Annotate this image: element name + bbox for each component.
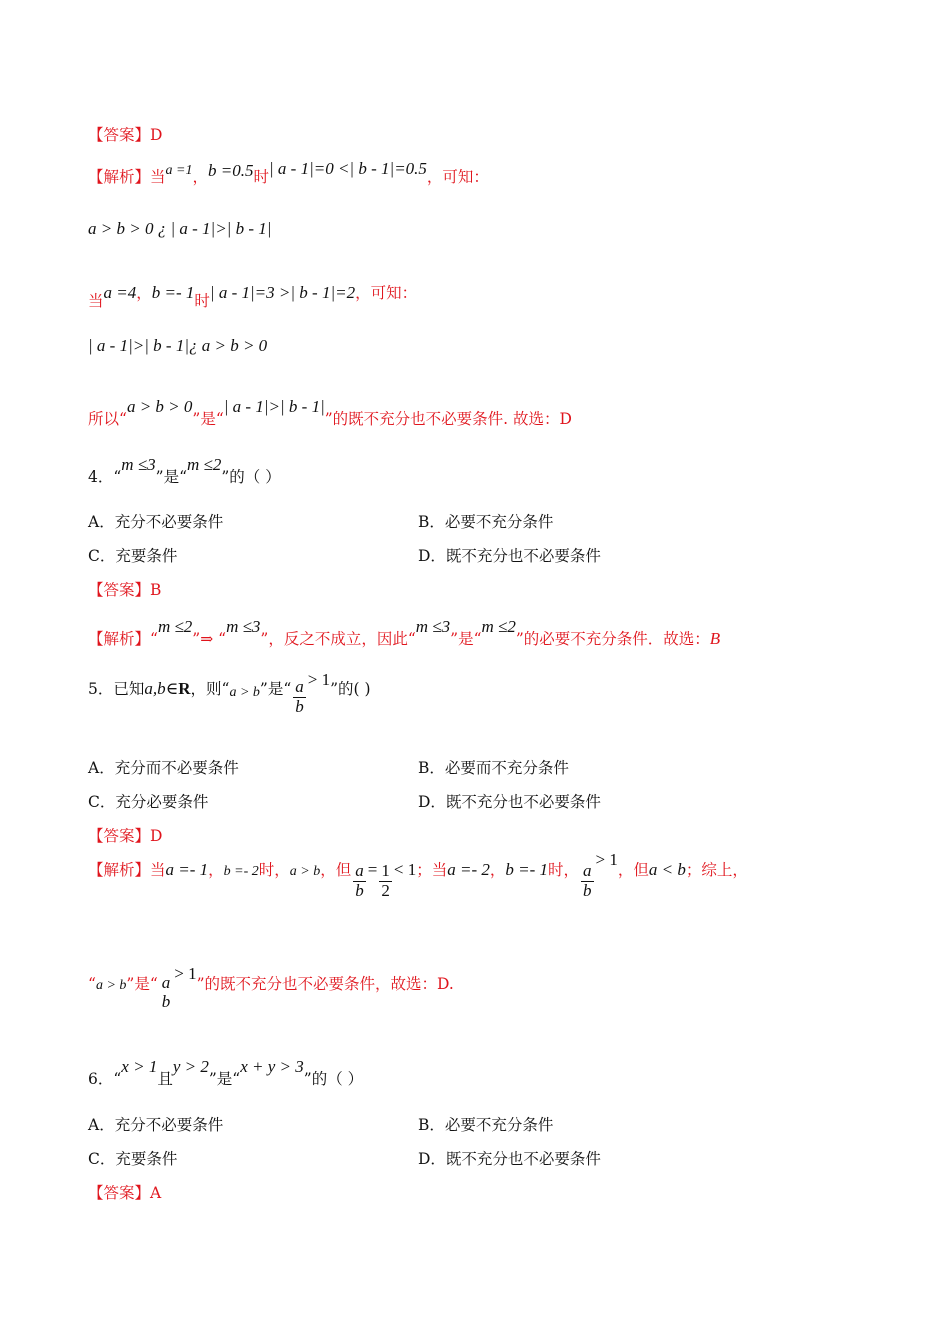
- option-c[interactable]: C．充要条件: [88, 547, 178, 565]
- of-text: ”的（ ）: [221, 468, 281, 486]
- option-a[interactable]: A．充分而不必要条件: [88, 759, 239, 777]
- question-number: 5．已知: [88, 680, 145, 699]
- option-b[interactable]: B．必要而不充分条件: [418, 759, 569, 777]
- conclusion-3: [88, 397, 572, 428]
- comma: ，: [192, 168, 208, 186]
- option-a[interactable]: A．充分不必要条件: [88, 1116, 224, 1134]
- option-a[interactable]: A．充分不必要条件: [88, 513, 224, 531]
- and-text: 且: [157, 1070, 173, 1088]
- is-text: ”是“: [208, 1070, 241, 1088]
- answer-6: 【答案】A: [88, 1184, 162, 1202]
- math-b-eq-05: b =0.5: [207, 161, 254, 180]
- math-m-le-3: m ≤3: [226, 617, 261, 636]
- math-m-le-2: m ≤2: [187, 455, 222, 474]
- implication-1: a > b > 0 ¿ | a - 1|>| b - 1|: [88, 219, 272, 238]
- can-know-text: ，可知：: [355, 284, 418, 302]
- fraction-a-over-b: [293, 678, 306, 716]
- is-text: ”是“: [192, 410, 224, 428]
- math-set: a,b∈: [144, 679, 179, 699]
- converse-text: ”，反之不成立，因此“: [260, 630, 416, 648]
- solution-5-line1: [88, 850, 748, 900]
- math-a-eq-m1: a =- 1: [165, 860, 209, 880]
- fraction-numerator: a: [161, 973, 171, 992]
- is-text: ”是“: [155, 468, 188, 486]
- math-a-eq-4: a =4: [103, 283, 137, 302]
- question-4-stem: [88, 455, 281, 486]
- math-m-le-2: m ≤2: [157, 617, 193, 636]
- fraction-denominator: b: [355, 880, 364, 900]
- math-gt-1: > 1: [307, 670, 331, 690]
- math-gt-1: > 1: [595, 850, 618, 870]
- comma: ，: [489, 861, 506, 880]
- fraction-numerator: a: [295, 677, 304, 696]
- fraction-a-over-b: [353, 862, 366, 900]
- then-text: ，则“: [190, 680, 230, 699]
- implies-text: ”⇒ “: [192, 630, 227, 648]
- when-text: 时，: [258, 861, 290, 880]
- of-text: ”的( ): [330, 680, 371, 699]
- when-text: 时: [194, 292, 210, 310]
- math-a-gt-b: a > b: [289, 864, 321, 880]
- math-x-gt-1: x > 1: [121, 1057, 158, 1076]
- can-know-text: ，可知：: [426, 168, 489, 186]
- math-b-eq-m1: b =- 1: [505, 860, 549, 880]
- math-lt-1: < 1: [393, 860, 417, 880]
- comma: ，: [136, 284, 152, 302]
- math-agb0: a > b > 0: [126, 397, 193, 416]
- math-y-gt-2: y > 2: [172, 1057, 209, 1076]
- fraction-numerator: 1: [381, 861, 390, 880]
- solution-3-line1: [88, 159, 489, 186]
- is-text: ”是“: [450, 630, 482, 648]
- fraction-denominator: 2: [381, 880, 390, 900]
- fraction-a-over-b: [160, 974, 173, 1011]
- option-c[interactable]: C．充分必要条件: [88, 793, 209, 811]
- math-abs-expr-2: | a - 1|=3 >| b - 1|=2: [209, 283, 356, 302]
- option-b[interactable]: B．必要不充分条件: [418, 1116, 554, 1134]
- question-5-stem: [88, 670, 371, 716]
- quote-open: “: [88, 974, 96, 993]
- is-text: ”是“: [126, 974, 158, 993]
- math-reals: R: [178, 679, 191, 699]
- math-m-le-3: m ≤3: [121, 455, 156, 474]
- math-a-lt-b: a < b: [648, 860, 686, 880]
- math-abs-gt: | a - 1|>| b - 1|: [223, 397, 325, 416]
- semicolon-when: ；当: [416, 861, 448, 880]
- when-text: 时，: [548, 861, 580, 880]
- answer-5: 【答案】D: [88, 827, 163, 845]
- solution-label: 【解析】当: [88, 168, 166, 186]
- conclusion-text: ”的既不充分也不必要条件，故选：D.: [196, 974, 454, 993]
- but-text: ，但: [617, 861, 649, 880]
- is-text: ”是“: [259, 680, 292, 699]
- math-abs-expr: | a - 1|=0 <| b - 1|=0.5: [268, 159, 427, 178]
- math-b-eq-m2: b =- 2: [223, 864, 259, 880]
- answer-letter: B: [709, 629, 721, 648]
- math-a-eq-1: a =1: [165, 163, 193, 178]
- question-6-stem: [88, 1057, 364, 1088]
- option-c[interactable]: C．充要条件: [88, 1150, 178, 1168]
- question-number: 6．“: [88, 1070, 122, 1088]
- of-text: ”的（ ）: [303, 1070, 364, 1088]
- solution-label: 【解析】“: [88, 630, 158, 648]
- conclusion-text: ”的既不充分也不必要条件. 故选：D: [324, 410, 572, 428]
- fraction-numerator: a: [355, 861, 364, 880]
- solution-label: 【解析】当: [88, 861, 166, 880]
- in-summary-text: ；综上，: [685, 861, 748, 880]
- solution-3-line3: [88, 283, 418, 310]
- option-b[interactable]: B．必要不充分条件: [418, 513, 554, 531]
- math-a-eq-m2: a =- 2: [447, 860, 490, 880]
- solution-4: [88, 617, 721, 648]
- fraction-numerator: a: [583, 861, 592, 880]
- equals: =: [367, 860, 378, 880]
- fraction-denominator: b: [161, 991, 171, 1011]
- math-gt-1: > 1: [174, 963, 197, 983]
- comma: ，: [208, 861, 224, 880]
- answer-3: 【答案】D: [88, 126, 163, 144]
- when-text: 时: [253, 168, 269, 186]
- option-d[interactable]: D．既不充分也不必要条件: [418, 793, 601, 811]
- fraction-denominator: b: [583, 880, 592, 900]
- math-x-plus-y-gt-3: x + y > 3: [240, 1057, 304, 1076]
- option-d[interactable]: D．既不充分也不必要条件: [418, 1150, 601, 1168]
- when-text: 当: [88, 292, 104, 310]
- fraction-a-over-b: [581, 862, 594, 900]
- option-d[interactable]: D．既不充分也不必要条件: [418, 547, 601, 565]
- math-b-eq-m1: b =- 1: [151, 283, 195, 302]
- answer-4: 【答案】B: [88, 581, 162, 599]
- question-number: 4．“: [88, 468, 122, 486]
- but-text: ，但: [320, 861, 352, 880]
- math-a-gt-b: a > b: [95, 977, 127, 993]
- solution-5-line2: [88, 963, 454, 1011]
- implication-2: | a - 1|>| b - 1|¿ a > b > 0: [88, 336, 268, 355]
- math-a-gt-b: a > b: [229, 685, 260, 701]
- fraction-one-half: [379, 862, 392, 900]
- fraction-denominator: b: [295, 696, 304, 716]
- math-m-le-3: m ≤3: [415, 617, 451, 636]
- conclusion-text: ”的必要不充分条件．故选：: [515, 630, 710, 648]
- so-text: 所以“: [88, 410, 127, 428]
- math-m-le-2: m ≤2: [481, 617, 516, 636]
